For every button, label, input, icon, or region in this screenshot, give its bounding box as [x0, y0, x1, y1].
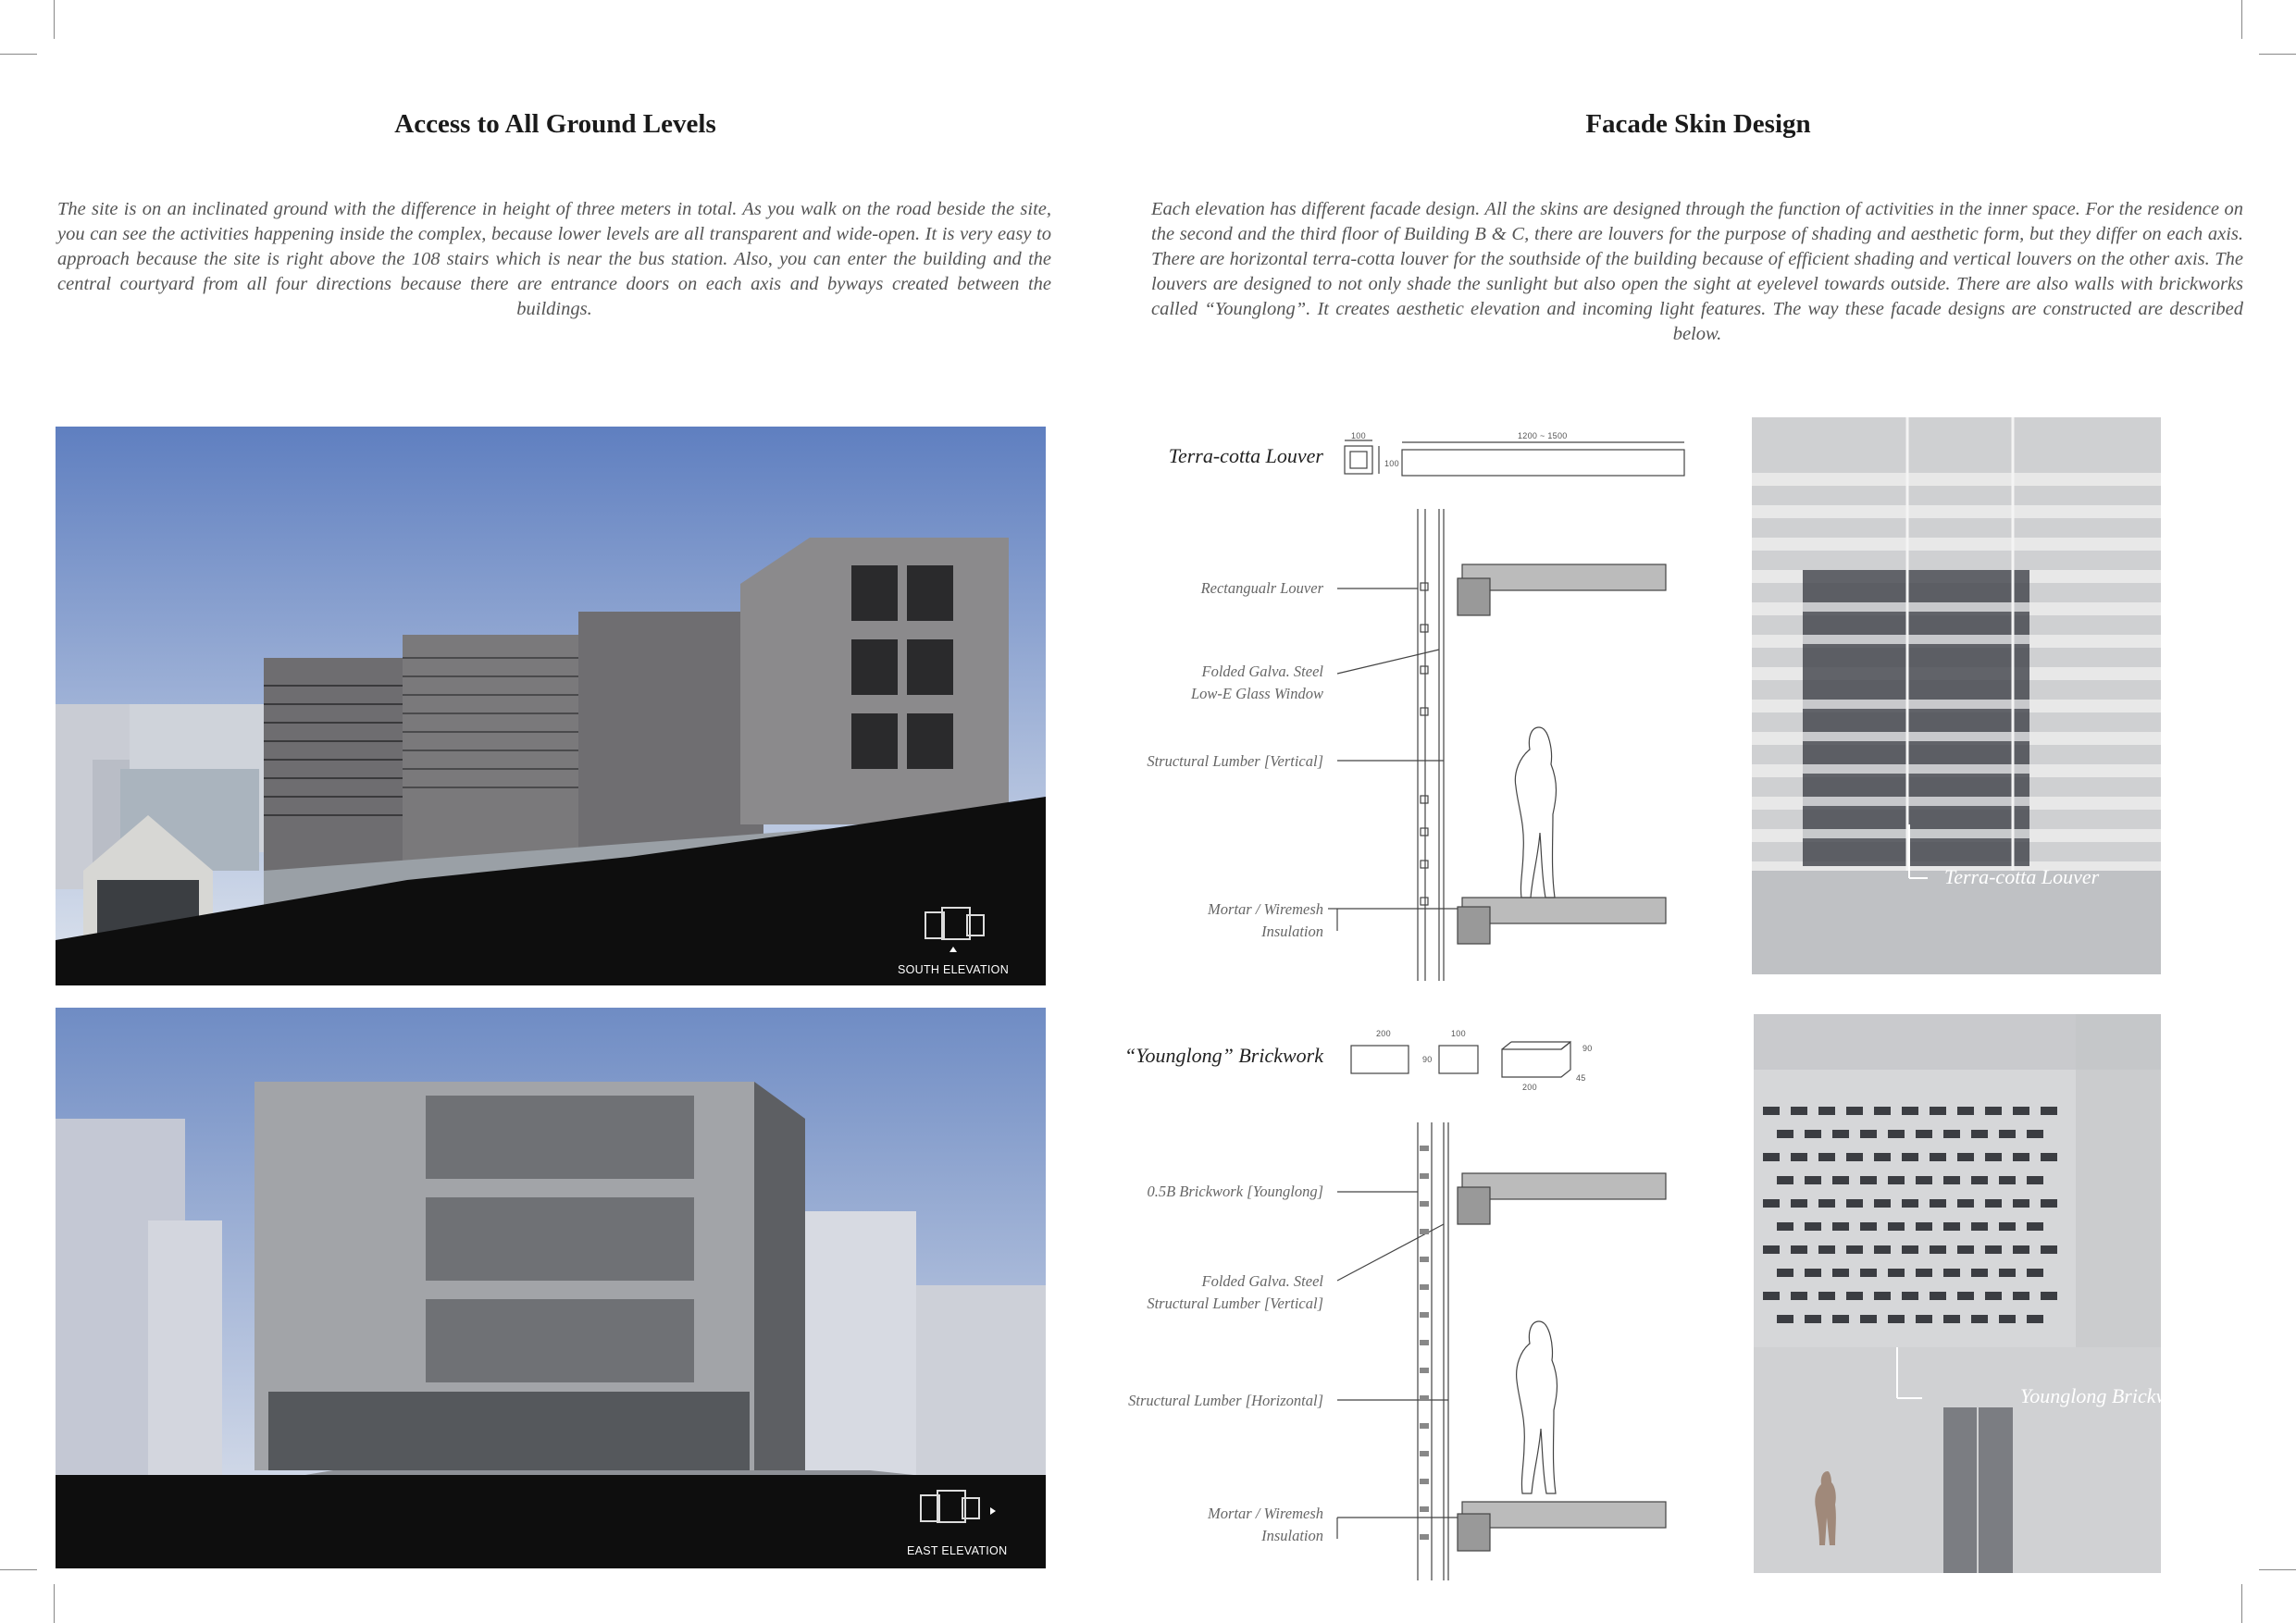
dim-label: 90: [1582, 1044, 1593, 1053]
dim-label: 100: [1384, 459, 1399, 468]
right-paragraph: Each elevation has different facade design. All the skins are designed through the function of activities in the inner space. For the residence on the second and the third floor of Building B & C, there are louvers for the purpose of shading and aesthetic form, but they differ on each axis. There are horizontal terra-cotta louver for the southside of the building because of efficient shading and vertical louvers on the other axis. The louvers are designed to not only shade the sunlight but also open the sight at eyelevel towards outside. There are also walls with brickworks called “Younglong”. It creates aesthetic elevation and incoming light features. The way these facade designs are constructed are described below.: [1151, 199, 2243, 344]
crop-mark: [2241, 0, 2242, 39]
dim-label: 90: [1422, 1055, 1433, 1064]
detail-label: Structural Lumber [Horizontal]: [1128, 1392, 1323, 1409]
dim-label: 100: [1451, 1029, 1466, 1038]
detail-label: Low-E Glass Window: [1190, 685, 1323, 702]
detail-label: Folded Galva. Steel: [1201, 1272, 1323, 1290]
dim-label: 100: [1351, 431, 1366, 440]
brick-photo-label: Younglong Brickwork: [2020, 1384, 2197, 1407]
louver-photo: [1752, 417, 2161, 974]
crop-mark: [54, 0, 55, 39]
detail-label: Rectangualr Louver: [1200, 579, 1323, 597]
crop-mark: [0, 54, 37, 55]
crop-mark: [54, 1584, 55, 1623]
detail-label: Structural Lumber [Vertical]: [1147, 1295, 1323, 1312]
crop-mark: [2241, 1584, 2242, 1623]
louver-heading: Terra-cotta Louver: [1168, 444, 1323, 467]
east-elevation-caption: EAST ELEVATION: [907, 1544, 1008, 1557]
brick-photo: [1754, 1014, 2197, 1573]
detail-label: Structural Lumber [Vertical]: [1147, 752, 1323, 770]
dim-label: 1200 ~ 1500: [1518, 431, 1568, 440]
right-title: Facade Skin Design: [1585, 109, 1811, 139]
left-title: Access to All Ground Levels: [394, 109, 716, 139]
dim-label: 45: [1576, 1073, 1586, 1083]
crop-mark: [0, 1569, 37, 1570]
detail-label: Mortar / Wiremesh: [1208, 1505, 1323, 1522]
brick-section-drawing: [1328, 1035, 1698, 1580]
left-paragraph: The site is on an inclinated ground with the difference in height of three meters in total. As you walk on the road beside the site, you can see the activities happening inside the complex, because lower levels are all transparent and wide-open. It is very easy to approach because the site is right above the 108 stairs which is near the bus station. Also, you can enter the building and the central courtyard from all four directions because there are entrance doors on each axis and byways created between the buildings.: [57, 199, 1051, 319]
south-elevation-caption: SOUTH ELEVATION: [898, 963, 1010, 976]
louver-section-drawing: [1328, 435, 1698, 981]
brick-heading: “Younglong” Brickwork: [1124, 1044, 1323, 1067]
crop-mark: [2259, 1569, 2296, 1570]
dim-label: 200: [1376, 1029, 1391, 1038]
south-elevation-render: [56, 427, 1046, 985]
crop-mark: [2259, 54, 2296, 55]
detail-label: Folded Galva. Steel: [1201, 663, 1323, 680]
louver-photo-label: Terra-cotta Louver: [1944, 865, 2100, 888]
detail-label: Mortar / Wiremesh: [1208, 900, 1323, 918]
east-elevation-render: [56, 1008, 1046, 1568]
detail-label: 0.5B Brickwork [Younglong]: [1147, 1183, 1323, 1200]
detail-label: Insulation: [1261, 1527, 1323, 1544]
dim-label: 200: [1522, 1083, 1537, 1092]
detail-label: Insulation: [1261, 923, 1323, 940]
